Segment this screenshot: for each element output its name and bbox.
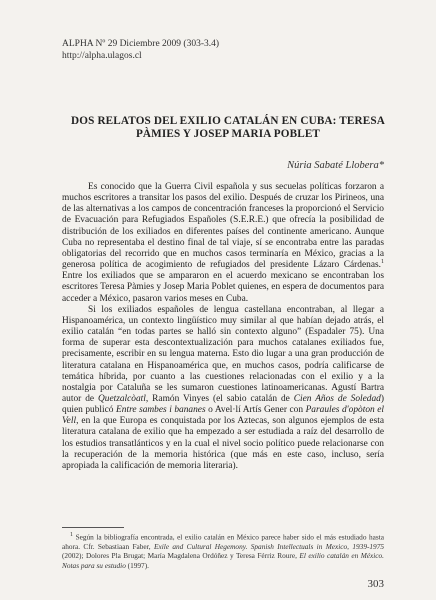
work-title: Entre sambes i bananes	[116, 405, 206, 416]
work-title: El exilio catalán en México. Notas para su estudio	[62, 551, 384, 570]
page-number: 303	[367, 578, 384, 590]
journal-issue: ALPHA Nº 29 Diciembre 2009 (303-3.4)	[62, 39, 220, 49]
article-title: DOS RELATOS DEL EXILIO CATALÁN EN CUBA: TERESA PÀMIES Y JOSEP MARIA POBLET	[71, 115, 385, 140]
work-title: Exile and Cultural Hegemony. Spanish Intellectuals in Mexico, 1939-1975	[154, 541, 384, 551]
paragraph-2: Si los exiliados españoles de lengua castellana encontraban, al llegar a Hispanoamérica, un contexto lingüístico muy similar al que habían dejado atrás, el exilio catalán “en todas partes se halló sin contexto alguno” (Espadaler 75). Una forma de superar esta descontextualización para muchos catalanes exiliados fue, precisamente, escribir en su lengua materna. Esto dio lugar a una gran producción de literatura catalana en Hispanoamérica que, en muchos casos, podría calificarse de temática híbrida, por cuanto a las cuestiones relacionadas con el exilio y a la nostalgia por Cataluña se les sumaron cuestiones latinoamericanas. Agustí Bartra autor de Quetzalcòatl, Ramón Vinyes (el sabio catalán de Cien Años de Soledad) quien publicó Entre sambes i bananes o Avel·lí Artís Gener con Paraules d'opòton el Vell, en la que Europa es conquistada por los Aztecas, son algunos ejemplos de esta literatura catalana de exilio que ha empezado a ser estudiada a raíz del desarrollo de los estudios transatlánticos y en la cual el nivel socio político puede relacionarse con la recuperación de la memoria histórica (que más en este caso, incluso, sería apropiada la calificación de memoria literaria).	[62, 304, 384, 471]
work-title: Cien Años de Soledad	[293, 393, 381, 404]
journal-header	[62, 38, 219, 62]
work-title: Paraules d'opòton el Vell	[62, 405, 384, 427]
journal-url[interactable]: http://alpha.ulagos.cl	[62, 51, 142, 61]
article-author: Núria Sabaté Llobera*	[287, 160, 384, 171]
work-title: Quetzalcòatl	[97, 393, 146, 404]
footnote-ref[interactable]: 1	[381, 258, 384, 265]
article-body	[62, 182, 384, 472]
paragraph-1: Es conocido que la Guerra Civil española y sus secuelas políticas forzaron a muchos escritores a transitar los pasos del exilio. Después de cruzar los Pirineos, una de las alternativas a los campos de concentración franceses la proporcionó el Servicio de Evacuación para Refugiados Españoles (S.E.R.E.) que ofrecía la posibilidad de distribución de los exiliados en diferentes países del continente americano. Aunque Cuba no representaba el destino final de tal viaje, sí se encontraba entre las paradas obligatorias del recorrido que en muchos casos terminaría en México, gracias a la generosa política de acogimiento de refugiados del presidente Lázaro Cárdenas.$^1$ Entre los exiliados que se ampararon en el acuerdo mexicano se encontraban los escritores Teresa Pàmies y Josep Maria Poblet quienes, en espera de documentos para acceder a México, pasaron varios meses en Cuba.	[62, 182, 384, 304]
footnote: $^1$ Según la bibliografía encontrada, el exilio catalán en México parece haber sido el más estudiado hasta ahora. Cfr. Sebastiaan Faber, Exile and Cultural Hegemony. Spanish Intellectuals in Mexico, 1939-1975 (2002); Dolores Pla Brugat; María Magdalena Ordóñez y Teresa Férriz Roure, El exilio catalán en México. Notas para su estudio (1997).	[62, 532, 384, 570]
footnote-divider	[62, 527, 124, 528]
footnote-number: 1	[70, 532, 74, 538]
